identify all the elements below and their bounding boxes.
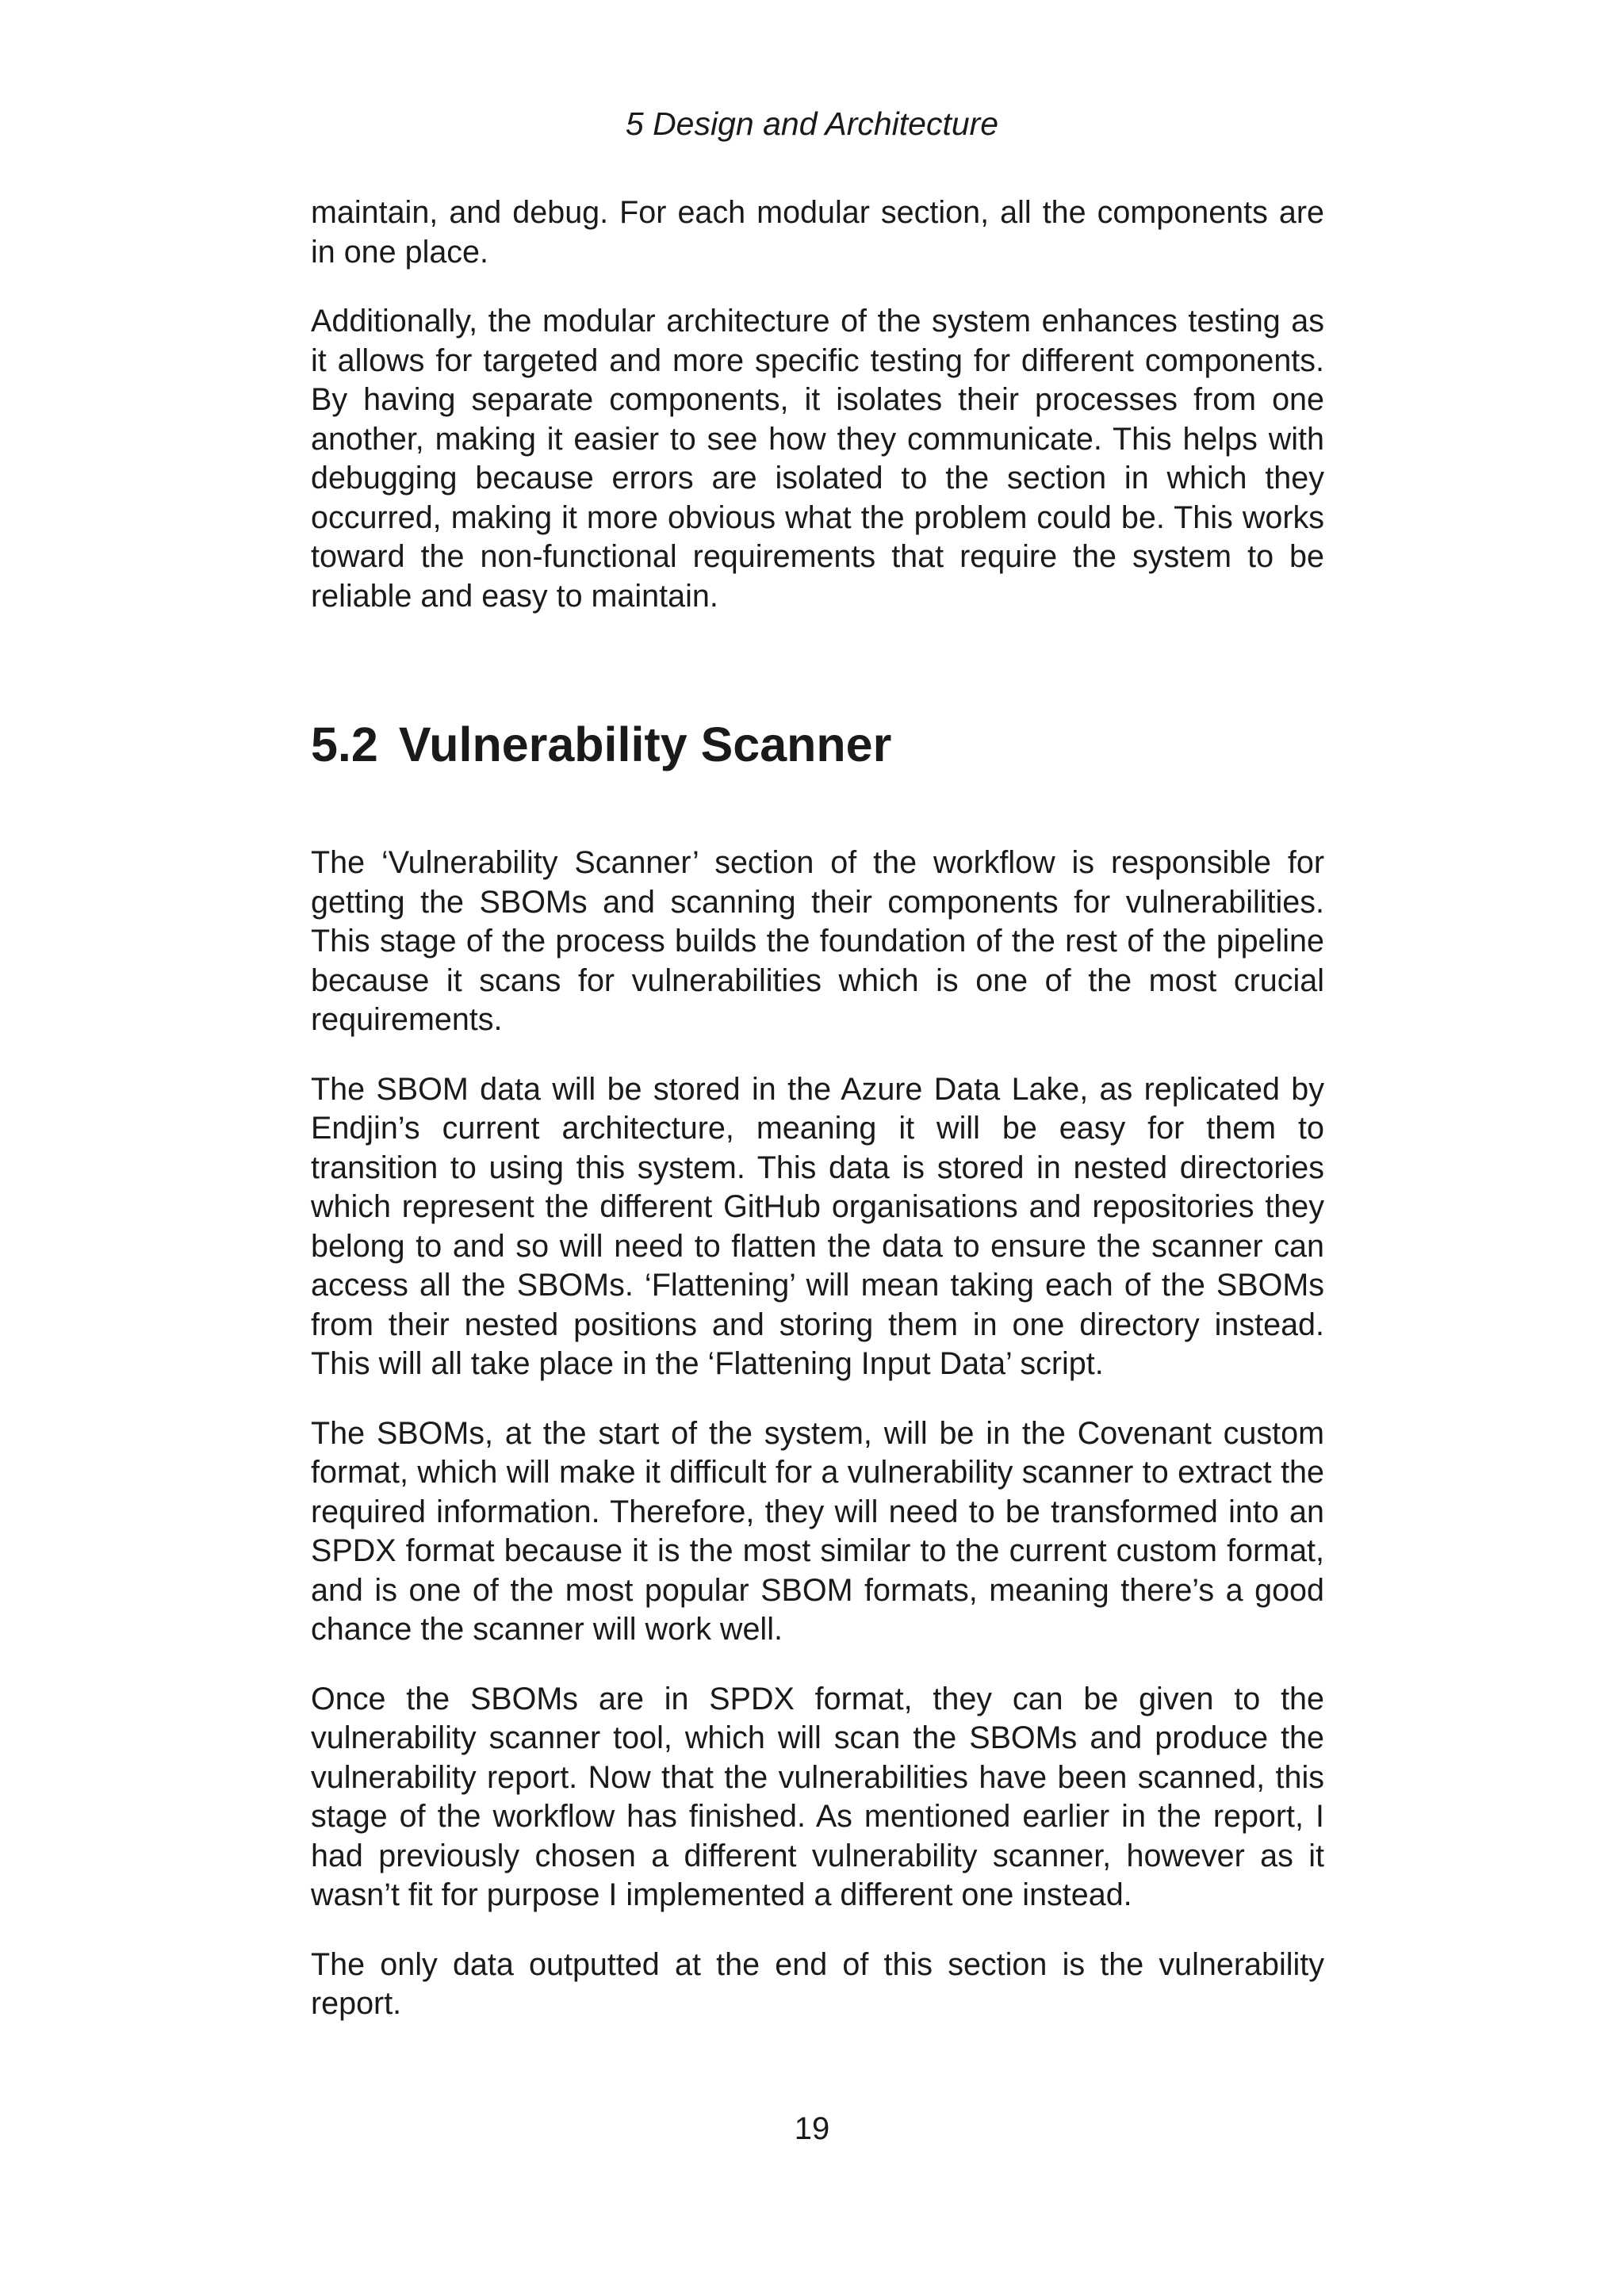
paragraph-section-5: The only data outputted at the end of this section is the vulnerability report. — [311, 1946, 1324, 2021]
section-body — [311, 844, 1324, 2024]
running-header: 5 Design and Architecture — [625, 105, 999, 142]
page-number: 19 — [794, 2111, 830, 2146]
paragraph-section-2: The SBOM data will be stored in the Azure Data Lake, as replicated by Endjin’s current architecture, meaning it will be easy for them to transition to using this system. This data is stored in nested directories which represent the different GitHub organisations and repositories they belong to and so will need to flatten the data to ensure the scanner can access all the SBOMs. ‘Flattening’ will mean taking each of the SBOMs from their nested positions and storing them in one directory instead. This will all take place in the ‘Flattening Input Data’ script. — [311, 1071, 1324, 1381]
paragraph-section-1: The ‘Vulnerability Scanner’ section of the workflow is responsible for getting the SBOMs and scanning their components for vulnerabilities. This stage of the process builds the foundation of the rest of the pipeline because it scans for vulnerabilities which is one of the most crucial requirements. — [311, 845, 1324, 1037]
section-title: Vulnerability Scanner — [398, 718, 892, 771]
paragraph-section-4: Once the SBOMs are in SPDX format, they can be given to the vulnerability scanner tool, which will scan the SBOMs and produce the vulnerability report. Now that the vulnerabilities have been scanned, this stage of the workflow has finished. As mentioned earlier in the report, I had previously chosen a different vulnerability scanner, however as it wasn’t fit for purpose I implemented a different one instead. — [311, 1681, 1324, 1912]
section-heading — [311, 717, 891, 772]
page-content — [311, 193, 1324, 2021]
paragraph-intro-1: maintain, and debug. For each modular section, all the components are in one place. — [311, 195, 1324, 270]
paragraph-intro-2: Additionally, the modular architecture of the system enhances testing as it allows for targeted and more specific testing for different components. By having separate components, it isolates their processes from one another, making it easier to see how they communicate. This helps with debugging because errors are isolated to the section in which they occurred, making it more obvious what the problem could be. This works toward the non-functional requirements that require the system to be reliable and easy to maintain. — [311, 304, 1324, 614]
paragraph-section-3: The SBOMs, at the start of the system, will be in the Covenant custom format, which will make it difficult for a vulnerability scanner to extract the required information. Therefore, they will need to be transformed into an SPDX format because it is the most similar to the current custom format, and is one of the most popular SBOM formats, meaning there’s a good chance the scanner will work well. — [311, 1415, 1324, 1647]
section-number: 5.2 — [311, 718, 378, 771]
